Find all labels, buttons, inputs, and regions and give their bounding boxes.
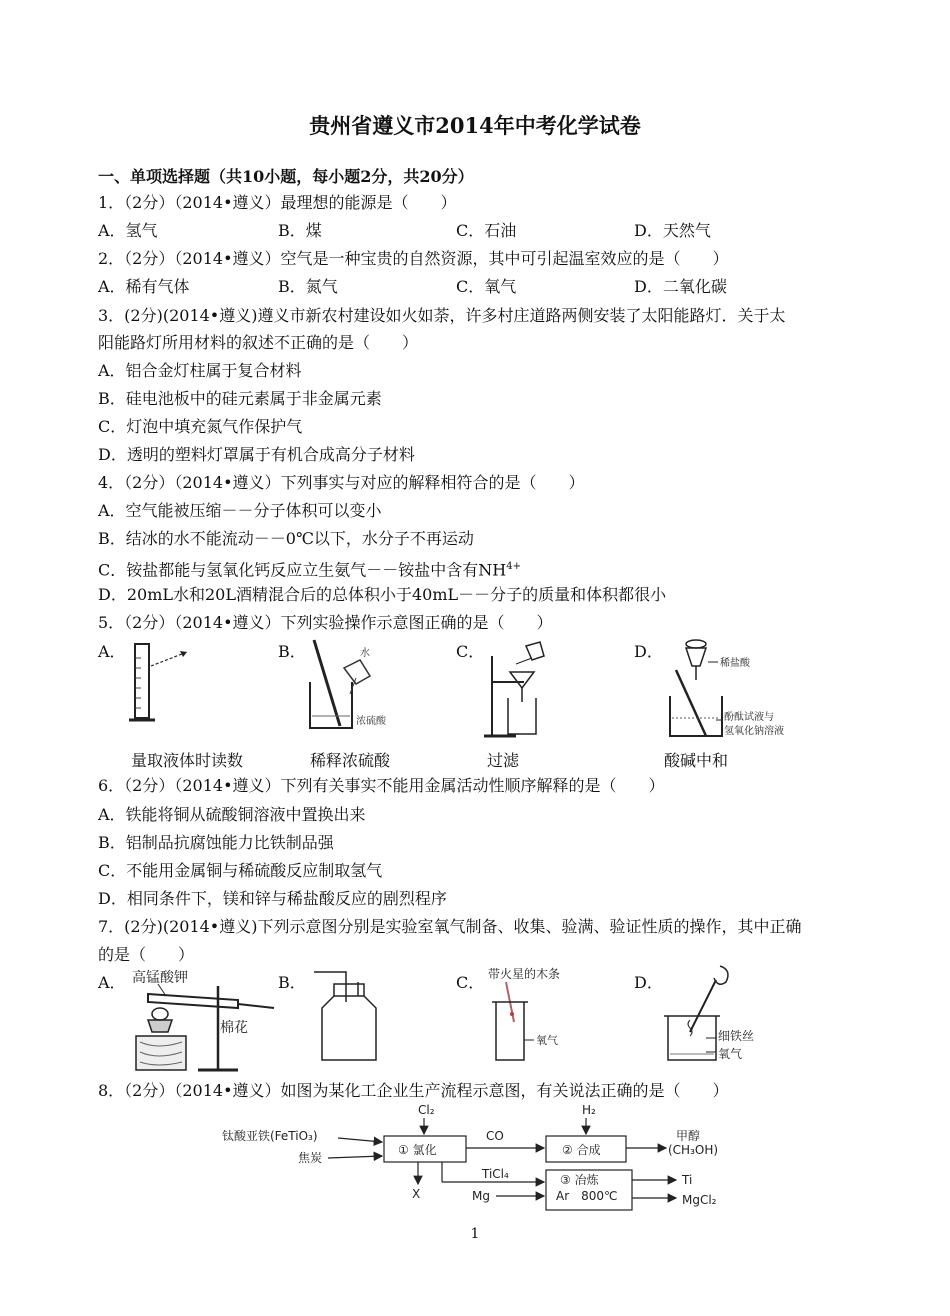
- flow-box2-label: ② 合成: [562, 1143, 601, 1157]
- q5-caption-b: 稀释浓硫酸: [310, 751, 391, 770]
- cotton-label: 棉花: [220, 1020, 248, 1036]
- superscript: 4+: [506, 561, 521, 572]
- question-1-stem: 1．（2分）（2014•遵义）最理想的能源是（ ）: [98, 193, 457, 212]
- q1-option-c: C．石油: [456, 221, 517, 240]
- oxygen-preparation-figure: [128, 966, 278, 1074]
- flow-mgcl2: MgCl₂: [682, 1193, 717, 1207]
- hcl-label: 稀盐酸: [720, 658, 750, 669]
- naoh-label: 氢氧化钠溶液: [724, 726, 784, 737]
- dilute-sulfuric-acid-figure: [300, 636, 410, 736]
- phenolphthalein-label: 酚酞试液与: [724, 712, 774, 723]
- conc-acid-label: 浓硫酸: [356, 716, 386, 727]
- q3-option-b: B．硅电池板中的硅元素属于非金属元素: [98, 389, 382, 408]
- page-title: 贵州省遵义市2014年中考化学试卷: [309, 113, 641, 138]
- gas-collection-bottle-figure: [310, 966, 390, 1066]
- oxygen-label-c: 氧气: [536, 1034, 558, 1047]
- q7-option-a: A．: [98, 973, 126, 992]
- q3-option-a: A．铝合金灯柱属于复合材料: [98, 361, 302, 380]
- q1-option-b: B．煤: [278, 221, 322, 240]
- filtration-figure: [480, 636, 560, 740]
- flow-input-coke: 焦炭: [298, 1151, 323, 1165]
- q4-option-b: B．结冰的水不能流动－－0℃以下，水分子不再运动: [98, 529, 474, 548]
- page-number: 1: [470, 1226, 480, 1242]
- flow-x: X: [412, 1187, 421, 1201]
- flow-h2: H₂: [582, 1103, 596, 1117]
- oxygen-test-figure: [484, 966, 584, 1066]
- question-2-stem: 2．（2分）（2014•遵义）空气是一种宝贵的自然资源，其中可引起温室效应的是（ ）: [98, 249, 729, 268]
- flow-box1-label: ① 氯化: [398, 1143, 437, 1157]
- question-7-stem-line1: 7．(2分)(2014•遵义)下列示意图分别是实验室氧气制备、收集、验满、验证性质的操作，其中正确: [98, 917, 802, 936]
- q4-option-d: D．20mL水和20L酒精混合后的总体积小于40mL－－分子的质量和体积都很小: [98, 585, 667, 604]
- q5-caption-a: 量取液体时读数: [131, 751, 244, 770]
- q3-option-c: C．灯泡中填充氮气作保护气: [98, 417, 303, 436]
- q5-option-d: D．: [634, 642, 663, 661]
- question-4-stem: 4．（2分）（2014•遵义）下列事实与对应的解释相符合的是（ ）: [98, 473, 585, 492]
- section-heading: 一、单项选择题（共10小题，每小题2分，共20分）: [98, 167, 474, 186]
- q6-option-b: B．铝制品抗腐蚀能力比铁制品强: [98, 833, 334, 852]
- q6-option-d: D．相同条件下，镁和锌与稀盐酸反应的剧烈程序: [98, 889, 447, 908]
- q4-option-a: A．空气能被压缩－－分子体积可以变小: [98, 501, 382, 520]
- flow-input-fetio3: 钛酸亚铁(FeTiO₃): [222, 1129, 318, 1143]
- q2-option-b: B．氮气: [278, 277, 338, 296]
- flow-cl2: Cl₂: [418, 1103, 435, 1117]
- iron-wire-label: 细铁丝: [718, 1029, 755, 1043]
- flow-box3-label: ③ 冶炼: [560, 1173, 599, 1187]
- neutralization-figure: [662, 636, 842, 740]
- oxygen-label-d: 氧气: [718, 1047, 743, 1061]
- q1-option-a: A．氢气: [98, 221, 158, 240]
- process-flow-diagram: [220, 1100, 740, 1215]
- q3-option-d: D．透明的塑料灯罩属于有机合成高分子材料: [98, 445, 415, 464]
- q2-option-a: A．稀有气体: [98, 277, 190, 296]
- flow-ti: Ti: [682, 1173, 693, 1187]
- flow-co: CO: [486, 1129, 504, 1143]
- q6-option-c: C．不能用金属铜与稀硫酸反应制取氢气: [98, 861, 383, 880]
- q7-option-b: B．: [278, 973, 306, 992]
- q1-option-d: D．天然气: [634, 221, 711, 240]
- flow-ticl4: TiCl₄: [482, 1167, 509, 1181]
- iron-wire-combustion-figure: [660, 962, 780, 1066]
- q7-option-d: D．: [634, 973, 663, 992]
- glowing-splint-label: 带火星的木条: [488, 967, 561, 981]
- q4-option-c: C．铵盐都能与氢氧化钙反应立生氨气－－铵盐中含有$NH^{4+}$: [98, 560, 521, 580]
- flow-mg: Mg: [472, 1189, 490, 1203]
- flow-box3-conditions: Ar 800℃: [556, 1189, 618, 1203]
- kmno4-label: 高锰酸钾: [132, 970, 188, 986]
- q5-caption-c: 过滤: [487, 751, 520, 770]
- q2-option-c: C．氧气: [456, 277, 517, 296]
- question-5-stem: 5．（2分）（2014•遵义）下列实验操作示意图正确的是（ ）: [98, 613, 553, 632]
- flow-methanol: 甲醇: [676, 1129, 701, 1143]
- question-7-stem-line2: 的是（ ）: [98, 945, 195, 964]
- q5-option-b: B．: [278, 642, 306, 661]
- question-8-stem: 8．（2分）（2014•遵义）如图为某化工企业生产流程示意图，有关说法正确的是（ ）: [98, 1081, 729, 1100]
- q6-option-a: A．铁能将铜从硫酸铜溶液中置换出来: [98, 805, 366, 824]
- q2-option-d: D．二氧化碳: [634, 277, 727, 296]
- q7-option-c: C．: [456, 973, 485, 992]
- q5-option-a: A．: [98, 642, 126, 661]
- question-6-stem: 6．（2分）（2014•遵义）下列有关事实不能用金属活动性顺序解释的是（ ）: [98, 776, 665, 795]
- q5-caption-d: 酸碱中和: [664, 751, 729, 770]
- q5-option-c: C．: [456, 642, 485, 661]
- flow-methanol-formula: (CH₃OH): [668, 1143, 719, 1157]
- graduated-cylinder-figure: [125, 638, 205, 728]
- water-label: 水: [360, 648, 370, 659]
- question-3-stem-line2: 阳能路灯所用材料的叙述不正确的是（ ）: [98, 333, 419, 352]
- question-3-stem-line1: 3．(2分)(2014•遵义)遵义市新农村建设如火如荼，许多村庄道路两侧安装了太阳能路灯．关于太: [98, 306, 786, 325]
